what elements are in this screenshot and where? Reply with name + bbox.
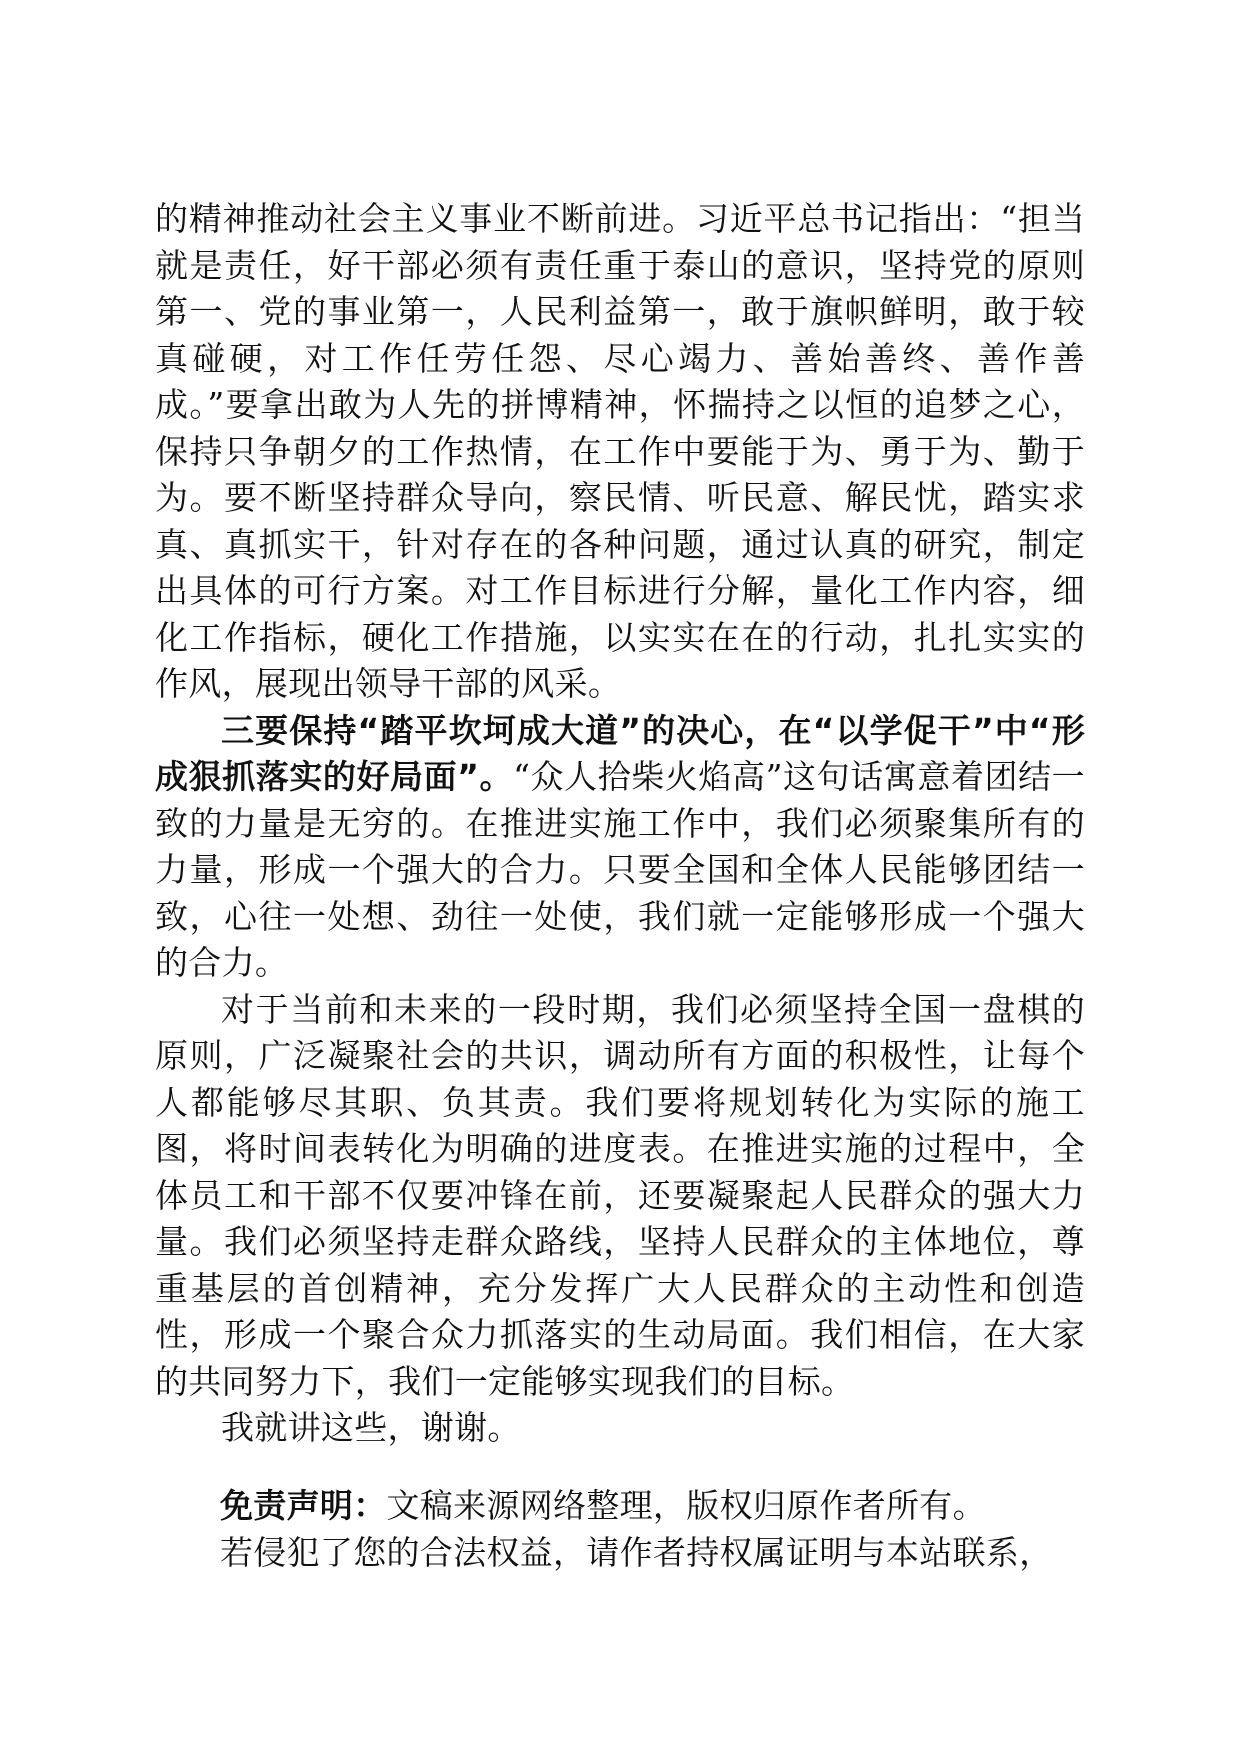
closing-remark: 我就讲这些，谢谢。 <box>221 1408 521 1447</box>
disclaimer-line-2 <box>220 1530 1100 1577</box>
paragraph-4 <box>155 1405 1085 1452</box>
disclaimer <box>220 1483 1100 1576</box>
disclaimer-line-1 <box>220 1483 1100 1530</box>
paragraph-2-heading: 三要保持“踏平坎坷成大道”的决心，在“以学促干”中“形成狠抓落实的好局面”。 <box>155 710 1085 796</box>
paragraph-3 <box>155 987 1085 1406</box>
disclaimer-text-2: 若侵犯了您的合法权益，请作者持权属证明与本站联系， <box>220 1532 1053 1572</box>
document-body <box>155 196 1085 1452</box>
paragraph-2 <box>155 708 1085 987</box>
paragraph-3-text: 对于当前和未来的一段时期，我们必须坚持全国一盘棋的原则，广泛凝聚社会的共识，调动所有方面的积极性，让每个人都能够尽其职、负其责。我们要将规划转化为实际的施工图，将时间表转化为明确的进度表。在推进实施的过程中，全体员工和干部不仅要冲锋在前，还要凝聚起人民群众的强大力量。我们必须坚持走群众路线，坚持人民群众的主体地位，尊重基层的首创精神，充分发挥广大人民群众的主动性和创造性，形成一个聚合众力抓落实的生动局面。我们相信，在大家的共同努力下，我们一定能够实现我们的目标。 <box>155 989 1085 1401</box>
paragraph-1-text: 的精神推动社会主义事业不断前进。习近平总书记指出：“担当就是责任，好干部必须有责任重于泰山的意识，坚持党的原则第一、党的事业第一，人民利益第一，敢于旗帜鲜明，敢于较真碰硬，对工作任劳任怨、尽心竭力、善始善终、善作善成。”要拿出敢为人先的拼博精神，怀揣持之以恒的追梦之心，保持只争朝夕的工作热情，在工作中要能于为、勇于为、勤于为。要不断坚持群众导向，察民情、听民意、解民忧，踏实求真、真抓实干，针对存在的各种问题，通过认真的研究，制定出具体的可行方案。对工作目标进行分解，量化工作内容，细化工作指标，硬化工作措施，以实实在在的行动，扎扎实实的作风，展现出领导干部的风采。 <box>155 199 1085 703</box>
disclaimer-text-1: 文稿来源网络整理，版权归原作者所有。 <box>386 1486 986 1525</box>
paragraph-2-text: “众人拾柴火焰高”这句话寓意着团结一致的力量是无穷的。在推进实施工作中，我们必须聚集所有的力量，形成一个强大的合力。只要全国和全体人民能够团结一致，心往一处想、劲往一处使，我们就一定能够形成一个强大的合力。 <box>155 757 1085 982</box>
paragraph-1 <box>155 196 1085 708</box>
disclaimer-label: 免责声明： <box>220 1486 387 1525</box>
